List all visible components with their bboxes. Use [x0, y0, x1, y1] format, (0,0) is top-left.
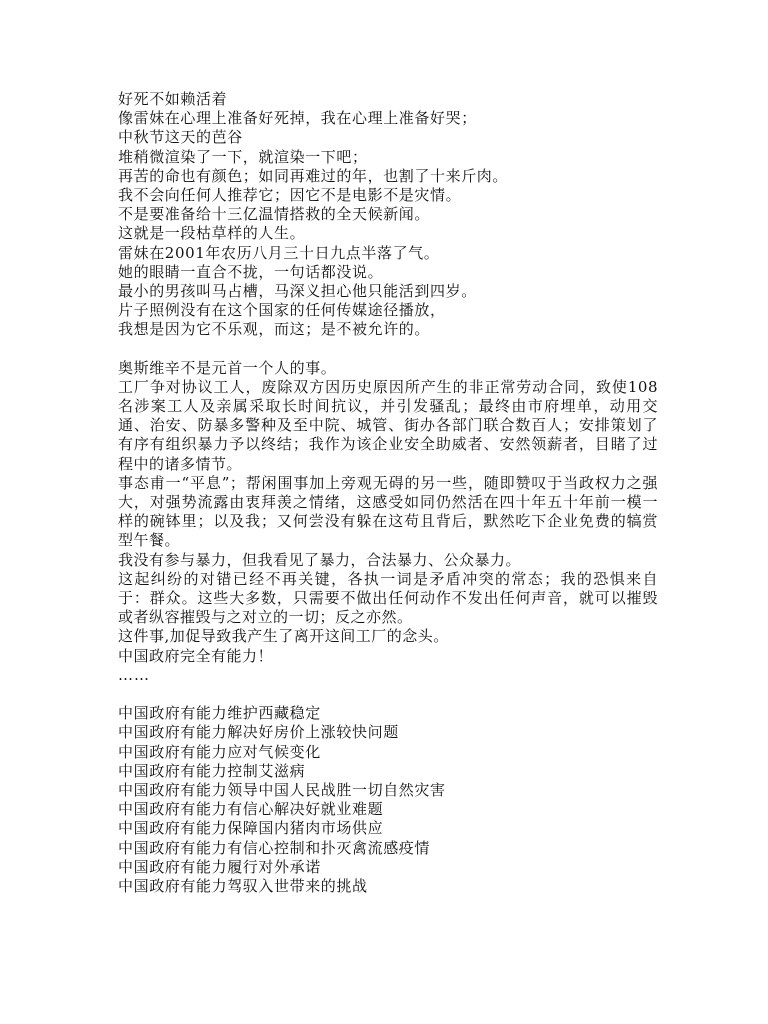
essay-paragraph: 事态甫一“平息”；帮闲围事加上旁观无碍的另一些，随即赞叹于当政权力之强大，对强势流露由衷拜羡之情绪，这感受如同仍然活在四十年五十年前一模一样的碗钵里；以及我；又何尝没有躲在这苟且背后，默然吃下企业免费的犒赏型午餐。 — [118, 473, 658, 550]
list-item: 中国政府有能力应对气候变化 — [118, 742, 321, 761]
list-item: 中国政府有能力维护西藏稳定 — [118, 704, 321, 723]
list-item: 中国政府有能力有信心控制和扑灭禽流感疫情 — [118, 838, 431, 857]
poem-line: 中秋节这天的芭谷 — [118, 128, 243, 147]
essay-paragraph: 工厂争对协议工人，废除双方因历史原因所产生的非正常劳动合同，致使108名涉案工人及亲属采取长时间抗议，并引发骚乱；最终由市府埋单，动用交通、治安、防暴多警种及至中院、城管、街办各部门联合数百人；安排策划了有序有组织暴力予以终结；我作为该企业安全助威者、安然领薪者，目睹了过程中的诸多情节。 — [118, 377, 658, 473]
poem-line: 我想是因为它不乐观，而这；是不被允许的。 — [118, 320, 431, 339]
list-item: 中国政府有能力驾驭入世带来的挑战 — [118, 876, 368, 895]
list-item: 中国政府有能力解决好房价上涨较快问题 — [118, 723, 399, 742]
poem-line: 好死不如赖活着 — [118, 90, 228, 108]
poem-line: 片子照例没有在这个国家的任何传媒途径播放， — [118, 301, 446, 320]
poem-line: 雷妹在2001年农历八月三十日九点半落了气。 — [118, 243, 440, 262]
essay-title: 奥斯维辛不是元首一个人的事。 — [118, 358, 337, 377]
poem-line: 最小的男孩叫马占槽，马深义担心他只能活到四岁。 — [118, 282, 477, 301]
poem-line: 像雷妹在心理上准备好死掉，我在心理上准备好哭； — [118, 109, 477, 128]
list-item: 中国政府有能力控制艾滋病 — [118, 761, 306, 780]
essay-paragraph: 这起纠纷的对错已经不再关键，各执一词是矛盾冲突的常态；我的恐惧来自于：群众。这些大多数，只需要不做出任何动作不发出任何声音，就可以摧毁或者纵容摧毁与之对立的一切；反之亦然。 — [118, 569, 658, 627]
list-item: 中国政府有能力保障国内猪肉市场供应 — [118, 819, 384, 838]
blank-line — [118, 340, 658, 359]
essay-section — [118, 359, 658, 685]
poem-line: 这就是一段枯草样的人生。 — [118, 224, 306, 243]
list-item: 中国政府有能力履行对外承诺 — [118, 857, 321, 876]
poem-line: 不是要准备给十三亿温情搭救的全天候新闻。 — [118, 205, 431, 224]
capability-list — [118, 704, 658, 896]
list-item: 中国政府有能力领导中国人民战胜一切自然灾害 — [118, 780, 446, 799]
blank-line — [118, 685, 658, 704]
essay-paragraph: 这件事,加促导致我产生了离开这间工厂的念头。 — [118, 627, 449, 646]
poem-line: 再苦的命也有颜色；如同再难过的年，也割了十来斤肉。 — [118, 166, 509, 185]
document-body — [118, 90, 658, 896]
poem-line: 我不会向任何人推荐它；因它不是电影不是灾情。 — [118, 186, 462, 205]
poem-line: 她的眼睛一直合不拢，一句话都没说。 — [118, 262, 384, 281]
essay-paragraph: 我没有参与暴力，但我看见了暴力，合法暴力、公众暴力。 — [118, 550, 522, 569]
poem-line: 堆稍微渲染了一下，就渲染一下吧； — [118, 147, 368, 166]
poem-section — [118, 90, 658, 340]
list-item: 中国政府有能力有信心解决好就业难题 — [118, 800, 384, 819]
ellipsis: …… — [118, 665, 150, 684]
essay-paragraph: 中国政府完全有能力！ — [118, 646, 274, 665]
